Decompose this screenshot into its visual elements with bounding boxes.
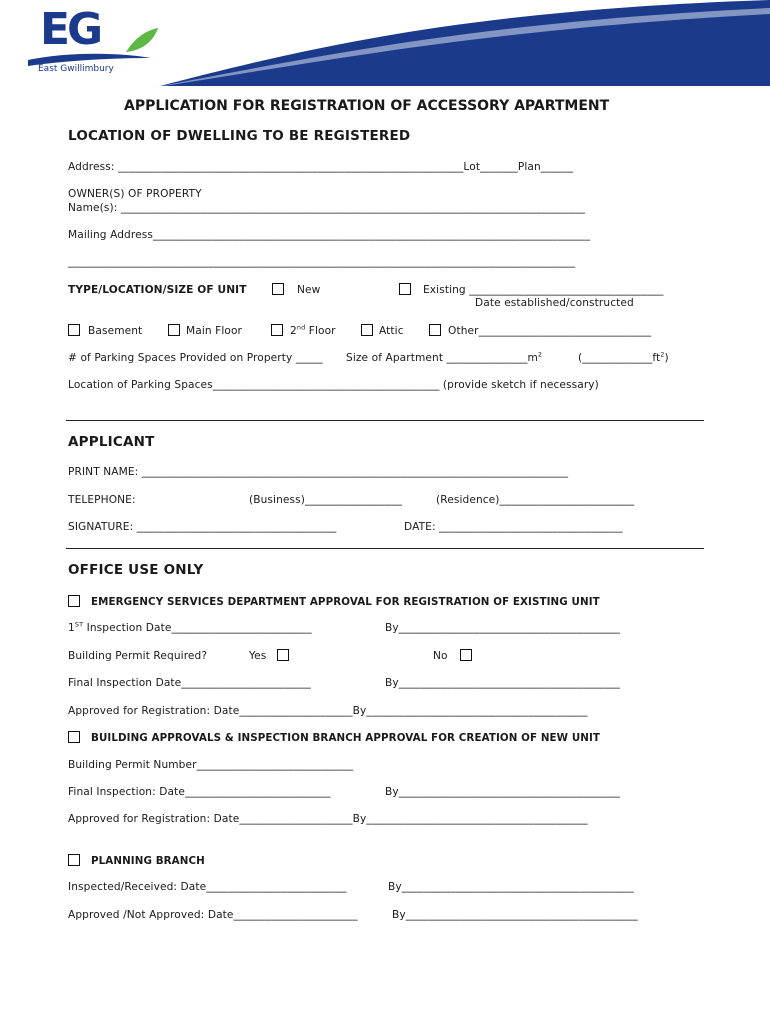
apartment-size-field[interactable] [346,352,542,365]
no-checkbox[interactable] [460,649,472,661]
office-heading: OFFICE USE ONLY [68,562,204,578]
attic-label: Attic [379,325,404,337]
first-inspection-field[interactable] [68,622,312,635]
yes-label: Yes [249,650,267,662]
permit-required-label: Building Permit Required? [68,650,208,662]
new-checkbox[interactable] [272,283,284,295]
logo-letters: EG [40,4,101,55]
other-field[interactable]: Other________________________________ [448,325,652,337]
residence-phone-field[interactable]: (Residence)_________________________ [436,494,635,506]
approved-not-approved-field[interactable]: Approved /Not Approved: Date_______________________ [68,909,358,921]
basement-label: Basement [88,325,143,337]
apartment-size-ft-field[interactable] [578,352,669,365]
mailing-address-line2[interactable]: ______________________________________________________________________________________________ [68,256,576,268]
apartment-size-m-sup: 2 [537,350,543,359]
header-swoosh [160,0,770,86]
logo [26,4,166,80]
first-inspection-by-field[interactable]: By_________________________________________ [385,622,621,634]
approved-registration-2-field[interactable]: Approved for Registration: Date_____________________By_________________________________________ [68,813,588,825]
yes-checkbox[interactable] [277,649,289,661]
applicant-heading: APPLICANT [68,434,155,450]
building-approvals-label: BUILDING APPROVALS & INSPECTION BRANCH APPROVAL FOR CREATION OF NEW UNIT [91,732,601,744]
second-floor-checkbox[interactable] [271,324,283,336]
second-floor-label [290,325,336,338]
planning-label: PLANNING BRANCH [91,855,205,867]
existing-checkbox[interactable] [399,283,411,295]
apartment-size-m: Size of Apartment _______________m [346,352,538,364]
address-field[interactable]: Address: ________________________________________________________________Lot_______Plan______ [68,161,574,173]
inspected-received-field[interactable]: Inspected/Received: Date__________________________ [68,881,347,893]
permit-number-field[interactable]: Building Permit Number_____________________________ [68,759,354,771]
signature-field[interactable]: SIGNATURE: _____________________________________ [68,521,337,533]
first-inspection-date: Inspection Date__________________________ [83,622,312,634]
no-label: No [433,650,448,662]
logo-caption: East Gwillimbury [38,64,114,74]
building-approvals-checkbox[interactable] [68,731,80,743]
main-floor-checkbox[interactable] [168,324,180,336]
second-floor-sup: nd [296,323,306,332]
approved-registration-field[interactable]: Approved for Registration: Date_____________________By_________________________________________ [68,705,588,717]
emergency-label: EMERGENCY SERVICES DEPARTMENT APPROVAL FOR REGISTRATION OF EXISTING UNIT [91,596,600,608]
parking-spaces-field[interactable]: # of Parking Spaces Provided on Property _____ [68,352,323,364]
attic-checkbox[interactable] [361,324,373,336]
apartment-size-ft-close: ) [664,352,669,364]
parking-location-field[interactable]: Location of Parking Spaces__________________________________________ (provide sketch if necessary) [68,379,599,391]
final-inspection-by-field[interactable]: By_________________________________________ [385,677,621,689]
new-label: New [297,284,321,296]
emergency-checkbox[interactable] [68,595,80,607]
existing-field[interactable]: Existing ____________________________________ [423,284,664,296]
section-divider-2 [66,548,704,549]
form-title: APPLICATION FOR REGISTRATION OF ACCESSORY APARTMENT [124,98,610,114]
final-inspection-field[interactable]: Final Inspection Date________________________ [68,677,311,689]
second-floor-word: Floor [305,325,336,337]
second-floor-number: 2 [290,325,297,337]
names-field[interactable]: Name(s): ______________________________________________________________________________________ [68,202,586,214]
unit-type-label: TYPE/LOCATION/SIZE OF UNIT [68,284,247,296]
telephone-label: TELEPHONE: [68,494,136,506]
planning-checkbox[interactable] [68,854,80,866]
mailing-address-field[interactable]: Mailing Address_________________________________________________________________________________ [68,229,591,241]
first-inspection-num: 1 [68,622,75,634]
main-floor-label: Main Floor [186,325,243,337]
approved-not-approved-by-field[interactable]: By___________________________________________ [392,909,638,921]
basement-checkbox[interactable] [68,324,80,336]
print-name-field[interactable]: PRINT NAME: _______________________________________________________________________________ [68,466,569,478]
final-inspection-2-by-field[interactable]: By_________________________________________ [385,786,621,798]
section-divider-1 [66,420,704,421]
owners-heading: OWNER(S) OF PROPERTY [68,188,202,200]
location-heading: LOCATION OF DWELLING TO BE REGISTERED [68,128,411,144]
other-checkbox[interactable] [429,324,441,336]
first-inspection-sup: ST [74,620,84,629]
apartment-size-ft-sup: 2 [660,350,665,359]
date-field[interactable]: DATE: __________________________________ [404,521,623,533]
final-inspection-2-field[interactable]: Final Inspection: Date___________________________ [68,786,331,798]
inspected-received-by-field[interactable]: By___________________________________________ [388,881,634,893]
apartment-size-ft: (_____________ft [578,352,661,364]
business-phone-field[interactable]: (Business)__________________ [249,494,403,506]
date-established-label: Date established/constructed [475,297,634,309]
